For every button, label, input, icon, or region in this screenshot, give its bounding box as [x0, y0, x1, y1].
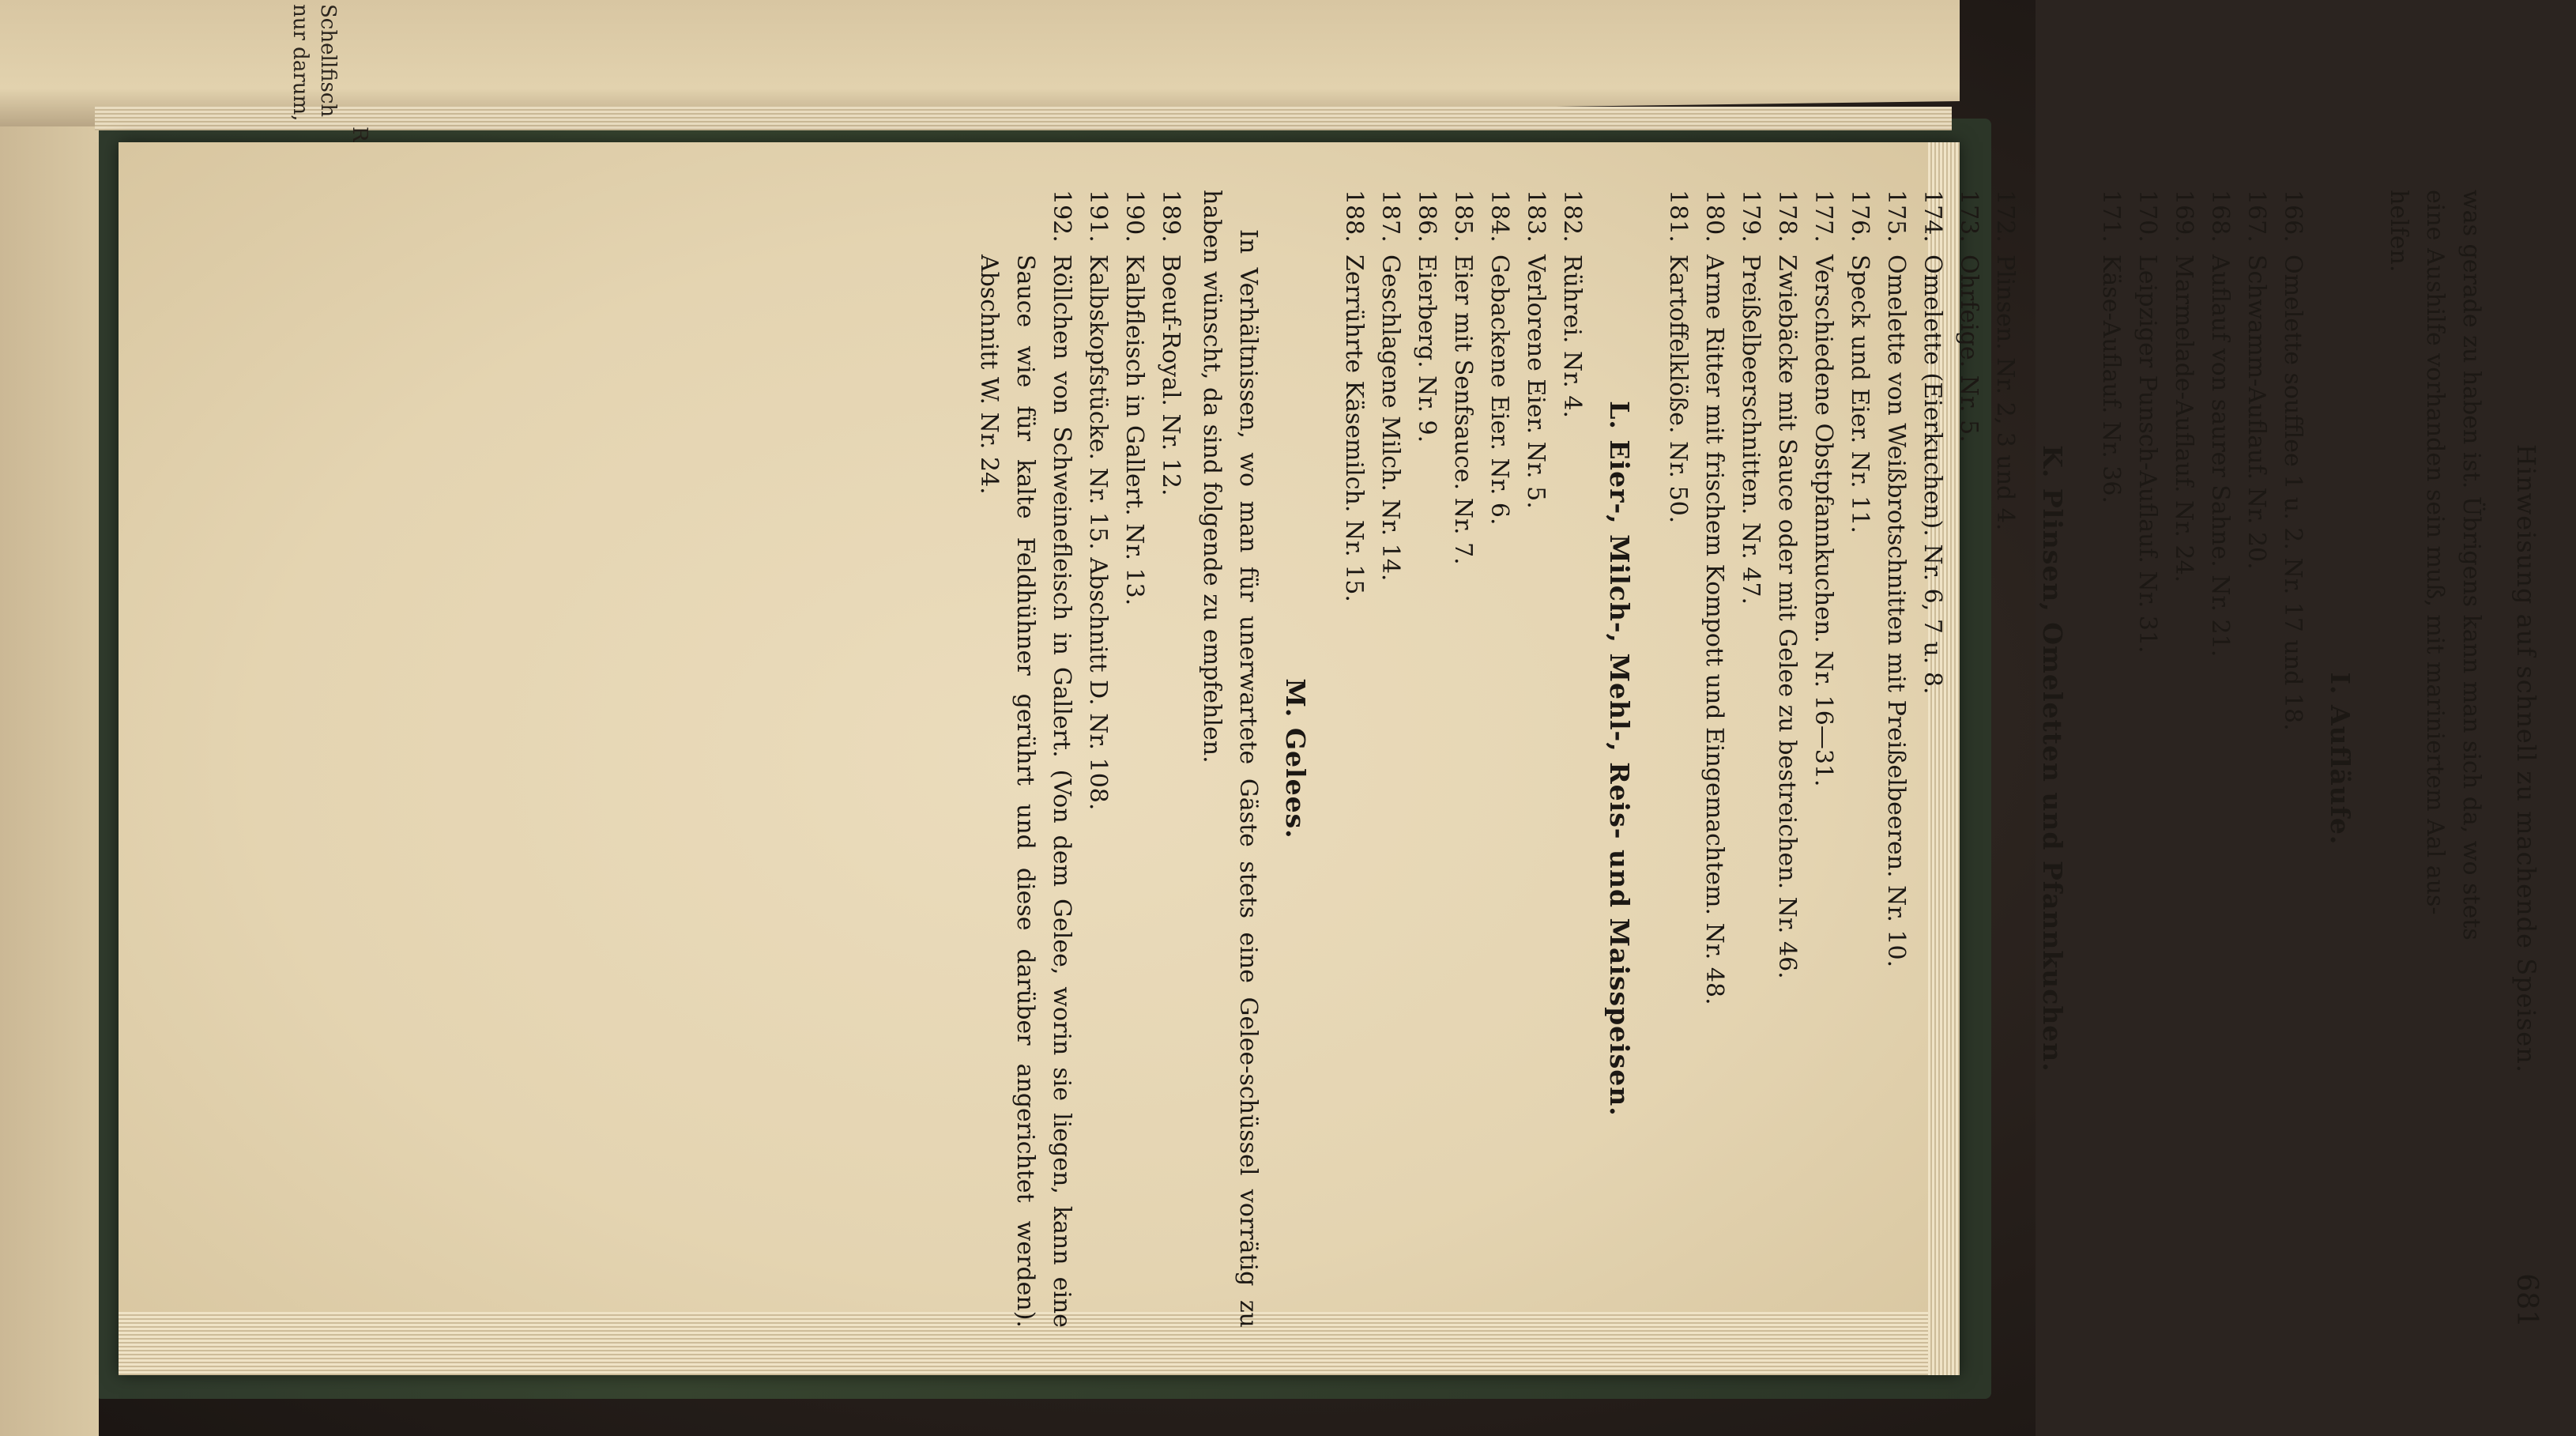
list-item	[1659, 190, 1696, 1328]
entry-number: 176.	[1846, 190, 1874, 243]
text-line: helfen.	[2385, 190, 2412, 273]
running-head	[2497, 190, 2544, 1328]
entry-number: 183.	[1522, 190, 1550, 243]
entry-number: 171.	[2097, 190, 2125, 243]
entry-text: Zerrührte Käsemilch. Nr. 15.	[1340, 254, 1368, 602]
list-item	[1841, 190, 1877, 1328]
entry-number: 174.	[1919, 190, 1946, 243]
entry-number: 169.	[2170, 190, 2198, 243]
list-item	[1768, 190, 1805, 1328]
section-heading: L. Eier-, Milch-, Mehl-, Reis- und Maisspeisen.	[1604, 401, 1635, 1117]
page-number: 681	[2510, 1273, 2543, 1328]
entry-number: 167.	[2243, 190, 2270, 243]
entry-text: Speck und Eier. Nr. 11.	[1846, 254, 1874, 533]
entry-text: Rührei. Nr. 4.	[1558, 254, 1586, 418]
entry-number: 172.	[1991, 190, 2019, 243]
list-item	[1152, 190, 1188, 1328]
list-item	[1914, 190, 1950, 1328]
entry-text: Arme Ritter mit frischem Kompott und Eingemachtem. Nr. 48.	[1700, 254, 1728, 1005]
entry-text: Eier mit Senfsauce. Nr. 7.	[1449, 254, 1477, 565]
entry-number: 166.	[2279, 190, 2307, 243]
entry-text: Verschiedene Obstpfannkuchen. Nr. 16—31.	[1810, 254, 1837, 787]
entry-number: 184.	[1486, 190, 1513, 243]
entry-text: Boeuf-Royal. Nr. 12.	[1157, 254, 1184, 496]
entry-text: Kartoffelklöße. Nr. 50.	[1664, 254, 1692, 524]
entry-number: 180.	[1700, 190, 1728, 243]
text-line: was gerade zu haben ist. Übrigens kann man sich da, wo stets	[2457, 190, 2485, 940]
list-item	[1372, 190, 1408, 1328]
entry-text: Verlorene Eier. Nr. 5.	[1522, 254, 1550, 509]
entry-number: 185.	[1449, 190, 1477, 243]
entry-text: Gebackene Eier. Nr. 6.	[1486, 254, 1513, 526]
entry-number: 187.	[1377, 190, 1404, 243]
list-item	[2165, 190, 2201, 1328]
entry-number: 168.	[2206, 190, 2234, 243]
entry-text: Auflauf von saurer Sahne. Nr. 21.	[2206, 254, 2234, 658]
entry-text: Eierberg. Nr. 9.	[1413, 254, 1441, 443]
list-item	[1116, 190, 1152, 1328]
margin-fragment: Schellfisch	[316, 4, 340, 118]
list-item	[1877, 190, 1914, 1328]
entry-number: 186.	[1413, 190, 1441, 243]
list-item	[1444, 190, 1481, 1328]
entry-text: Geschlagene Milch. Nr. 14.	[1377, 254, 1404, 582]
entry-text: Schwamm-Auflauf. Nr. 20.	[2243, 254, 2270, 570]
entry-text: Marmelade-Auflauf. Nr. 24.	[2170, 254, 2198, 583]
list-item	[1805, 190, 1841, 1328]
entry-text: Omelette (Eierkuchen). Nr. 6, 7 u. 8.	[1919, 254, 1946, 695]
entry-number: 182.	[1558, 190, 1586, 243]
page-text	[735, 142, 2576, 1375]
list-item	[2274, 190, 2310, 1328]
running-title: Hinweisung auf schnell zu machende Speisen.	[2511, 444, 2541, 1073]
entry-number: 179.	[1737, 190, 1764, 243]
entry-text: Käse-Auflauf. Nr. 36.	[2097, 254, 2125, 503]
entry-text: Zwiebäcke mit Sauce oder mit Gelee zu bestreichen. Nr. 46.	[1773, 254, 1801, 979]
section-heading: M. Gelees.	[1280, 678, 1311, 839]
list-item	[2129, 190, 2165, 1328]
entry-number: 181.	[1664, 190, 1692, 243]
entry-number: 188.	[1340, 190, 1368, 243]
entry-number: 178.	[1773, 190, 1801, 243]
previous-page-strip	[0, 0, 99, 1436]
entry-number: 189.	[1157, 190, 1184, 243]
intro-text	[2380, 190, 2489, 1328]
list-item	[1408, 190, 1444, 1328]
entry-number: 173.	[1955, 190, 1983, 243]
entry-text: Preißelbeerschnitten. Nr. 47.	[1737, 254, 1764, 605]
entry-number: 177.	[1810, 190, 1837, 243]
entry-number: 175.	[1882, 190, 1910, 243]
list-item	[1732, 190, 1768, 1328]
entry-text: Omelette von Weißbrotschnitten mit Preißelbeeren. Nr. 10.	[1882, 254, 1910, 968]
list-item	[2092, 190, 2129, 1328]
entry-number: 190.	[1120, 190, 1148, 243]
list-item	[1335, 190, 1372, 1328]
entry-number: 191.	[1084, 190, 1112, 243]
entry-text: Ohrfeige. Nr. 5.	[1955, 254, 1983, 443]
previous-page-edge	[95, 107, 1952, 130]
entry-text: Röllchen von Schweinefleisch in Gallert. (Von dem Gelee, worin sie liegen, kann eine Sauce wie für kalte Feldhühner gerührt und diese darüber angerichtet werden). Abschnitt W. Nr. 24.	[975, 254, 1075, 1328]
entry-text: Kalbfleisch in Gallert. Nr. 13.	[1120, 254, 1148, 606]
page-body	[970, 190, 2489, 1328]
margin-fragment: nur darum,	[288, 4, 312, 122]
entry-text: Leipziger Punsch-Auflauf. Nr. 31.	[2133, 254, 2161, 654]
section-paragraph: In Verhältnissen, wo man für unerwartete Gäste stets eine Gelee-schüssel vorrätig zu haben wünscht, da sind folgende zu empfehlen.	[1198, 190, 1262, 1328]
list-item	[2238, 190, 2274, 1328]
text-line: eine Aushilfe vorhanden sein muß, mit mariniertem Aal aus-	[2421, 190, 2449, 915]
entry-text: Plinsen. Nr. 2, 3 und 4.	[1991, 254, 2019, 531]
entry-number: 170.	[2133, 190, 2161, 243]
list-item	[1696, 190, 1732, 1328]
section-heading: K. Plinsen, Omeletten und Pfannkuchen.	[2037, 445, 2068, 1072]
list-item	[2201, 190, 2238, 1328]
entry-text: Kalbskopfstücke. Nr. 15. Abschnitt D. Nr. 108.	[1084, 254, 1112, 811]
section-heading: I. Aufläufe.	[2325, 672, 2356, 846]
list-item	[970, 190, 1079, 1328]
list-item	[1517, 190, 1554, 1328]
list-item	[1987, 190, 2023, 1328]
entry-number: 192.	[1048, 190, 1075, 243]
list-item	[1554, 190, 1590, 1328]
entry-text: Omelette soufflee 1 u. 2. Nr. 17 und 18.	[2279, 254, 2307, 731]
list-item	[1950, 190, 1987, 1328]
list-item	[1481, 190, 1517, 1328]
list-item	[1079, 190, 1116, 1328]
